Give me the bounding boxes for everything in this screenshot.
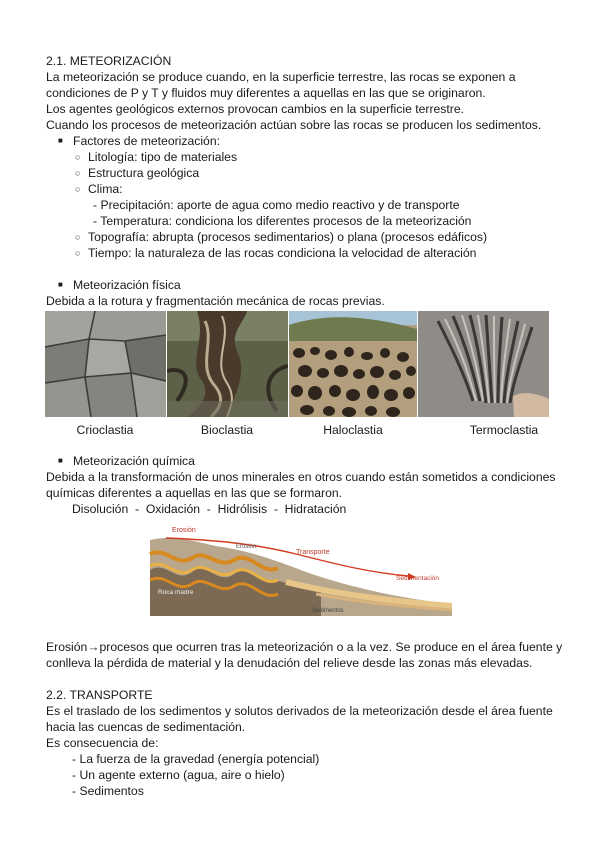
climate-subitem: - Temperatura: condiciona los diferentes procesos de la meteorización bbox=[93, 214, 472, 228]
bioclastia-photo bbox=[167, 311, 288, 417]
transporte-desc: Es el traslado de los sedimentos y solutos derivados de la meteorización desde el área fuente bbox=[46, 704, 553, 718]
photo-caption: Bioclastia bbox=[200, 423, 254, 437]
cause-item: - La fuerza de la gravedad (energía potencial) bbox=[72, 752, 320, 766]
intro-line: condiciones de P y T y fluidos muy diferentes a aquellas en las que se originaron. bbox=[46, 86, 486, 100]
intro-line: Cuando los procesos de meteorización actúan sobre las rocas se producen los sedimentos. bbox=[46, 118, 542, 132]
factor-item: ○ Tiempo: la naturaleza de las rocas condiciona la velocidad de alteración bbox=[88, 245, 476, 261]
photo-caption: Crioclastia bbox=[76, 423, 134, 437]
diagram-label-transporte: Transporte bbox=[296, 549, 330, 556]
diagram-label-sedimentos: Sedimentos bbox=[312, 608, 344, 614]
photo-caption: Haloclastia bbox=[323, 423, 383, 437]
diagram-label-roca-madre: Roca madre bbox=[158, 589, 194, 596]
diagram-label-erosion-2: Erosión bbox=[236, 544, 257, 550]
crioclastia-photo bbox=[45, 311, 166, 417]
factor-item: ○ Clima: bbox=[88, 181, 123, 197]
intro-line: Los agentes geológicos externos provocan cambios en la superficie terrestre. bbox=[46, 102, 464, 116]
physical-desc: Debida a la rotura y fragmentación mecánica de rocas previas. bbox=[46, 294, 385, 308]
transporte-desc: hacia las cuencas de sedimentación. bbox=[46, 720, 246, 734]
cause-title: Es consecuencia de: bbox=[46, 736, 159, 750]
physical-title: ■ Meteorización física bbox=[73, 277, 181, 293]
factors-title: ■ Factores de meteorización: bbox=[73, 133, 220, 149]
climate-subitem: - Precipitación: aporte de agua como medio reactivo y de transporte bbox=[93, 198, 460, 212]
erosion-text: Erosión→procesos que ocurren tras la meteorización o a la vez. Se produce en el área fuente y bbox=[46, 640, 563, 654]
factor-item: ○ Topografía: abrupta (procesos sedimentarios) o plana (procesos edáficos) bbox=[88, 229, 487, 245]
chemical-types: Disolución - Oxidación - Hidrólisis - Hidratación bbox=[72, 502, 347, 516]
haloclastia-photo bbox=[289, 311, 417, 417]
factor-item: ○ Litología: tipo de materiales bbox=[88, 149, 237, 165]
chemical-desc: químicas diferentes a aquellas en las que se formaron. bbox=[46, 486, 343, 500]
factor-item: ○ Estructura geológica bbox=[88, 165, 199, 181]
cause-item: - Sedimentos bbox=[72, 784, 144, 798]
photo-caption: Termoclastia bbox=[469, 423, 539, 437]
section-heading-meteorizacion: 2.1. METEORIZACIÓN bbox=[46, 54, 172, 68]
chemical-desc: Debida a la transformación de unos minerales en otros cuando están sometidos a condiciones bbox=[46, 470, 556, 484]
section-heading-transporte: 2.2. TRANSPORTE bbox=[46, 688, 153, 702]
erosion-transport-diagram bbox=[146, 520, 452, 619]
diagram-label-erosion: Erosión bbox=[172, 527, 196, 534]
termoclastia-photo bbox=[418, 311, 549, 417]
chemical-title: ■ Meteorización química bbox=[73, 453, 195, 469]
intro-line: La meteorización se produce cuando, en la superficie terrestre, las rocas se exponen a bbox=[46, 70, 516, 84]
cause-item: - Un agente externo (agua, aire o hielo) bbox=[72, 768, 285, 782]
diagram-label-sedimentacion: Sedimentación bbox=[396, 575, 439, 582]
erosion-text: conlleva la pérdida de material y la denudación del relieve desde las zonas más elevadas. bbox=[46, 656, 533, 670]
